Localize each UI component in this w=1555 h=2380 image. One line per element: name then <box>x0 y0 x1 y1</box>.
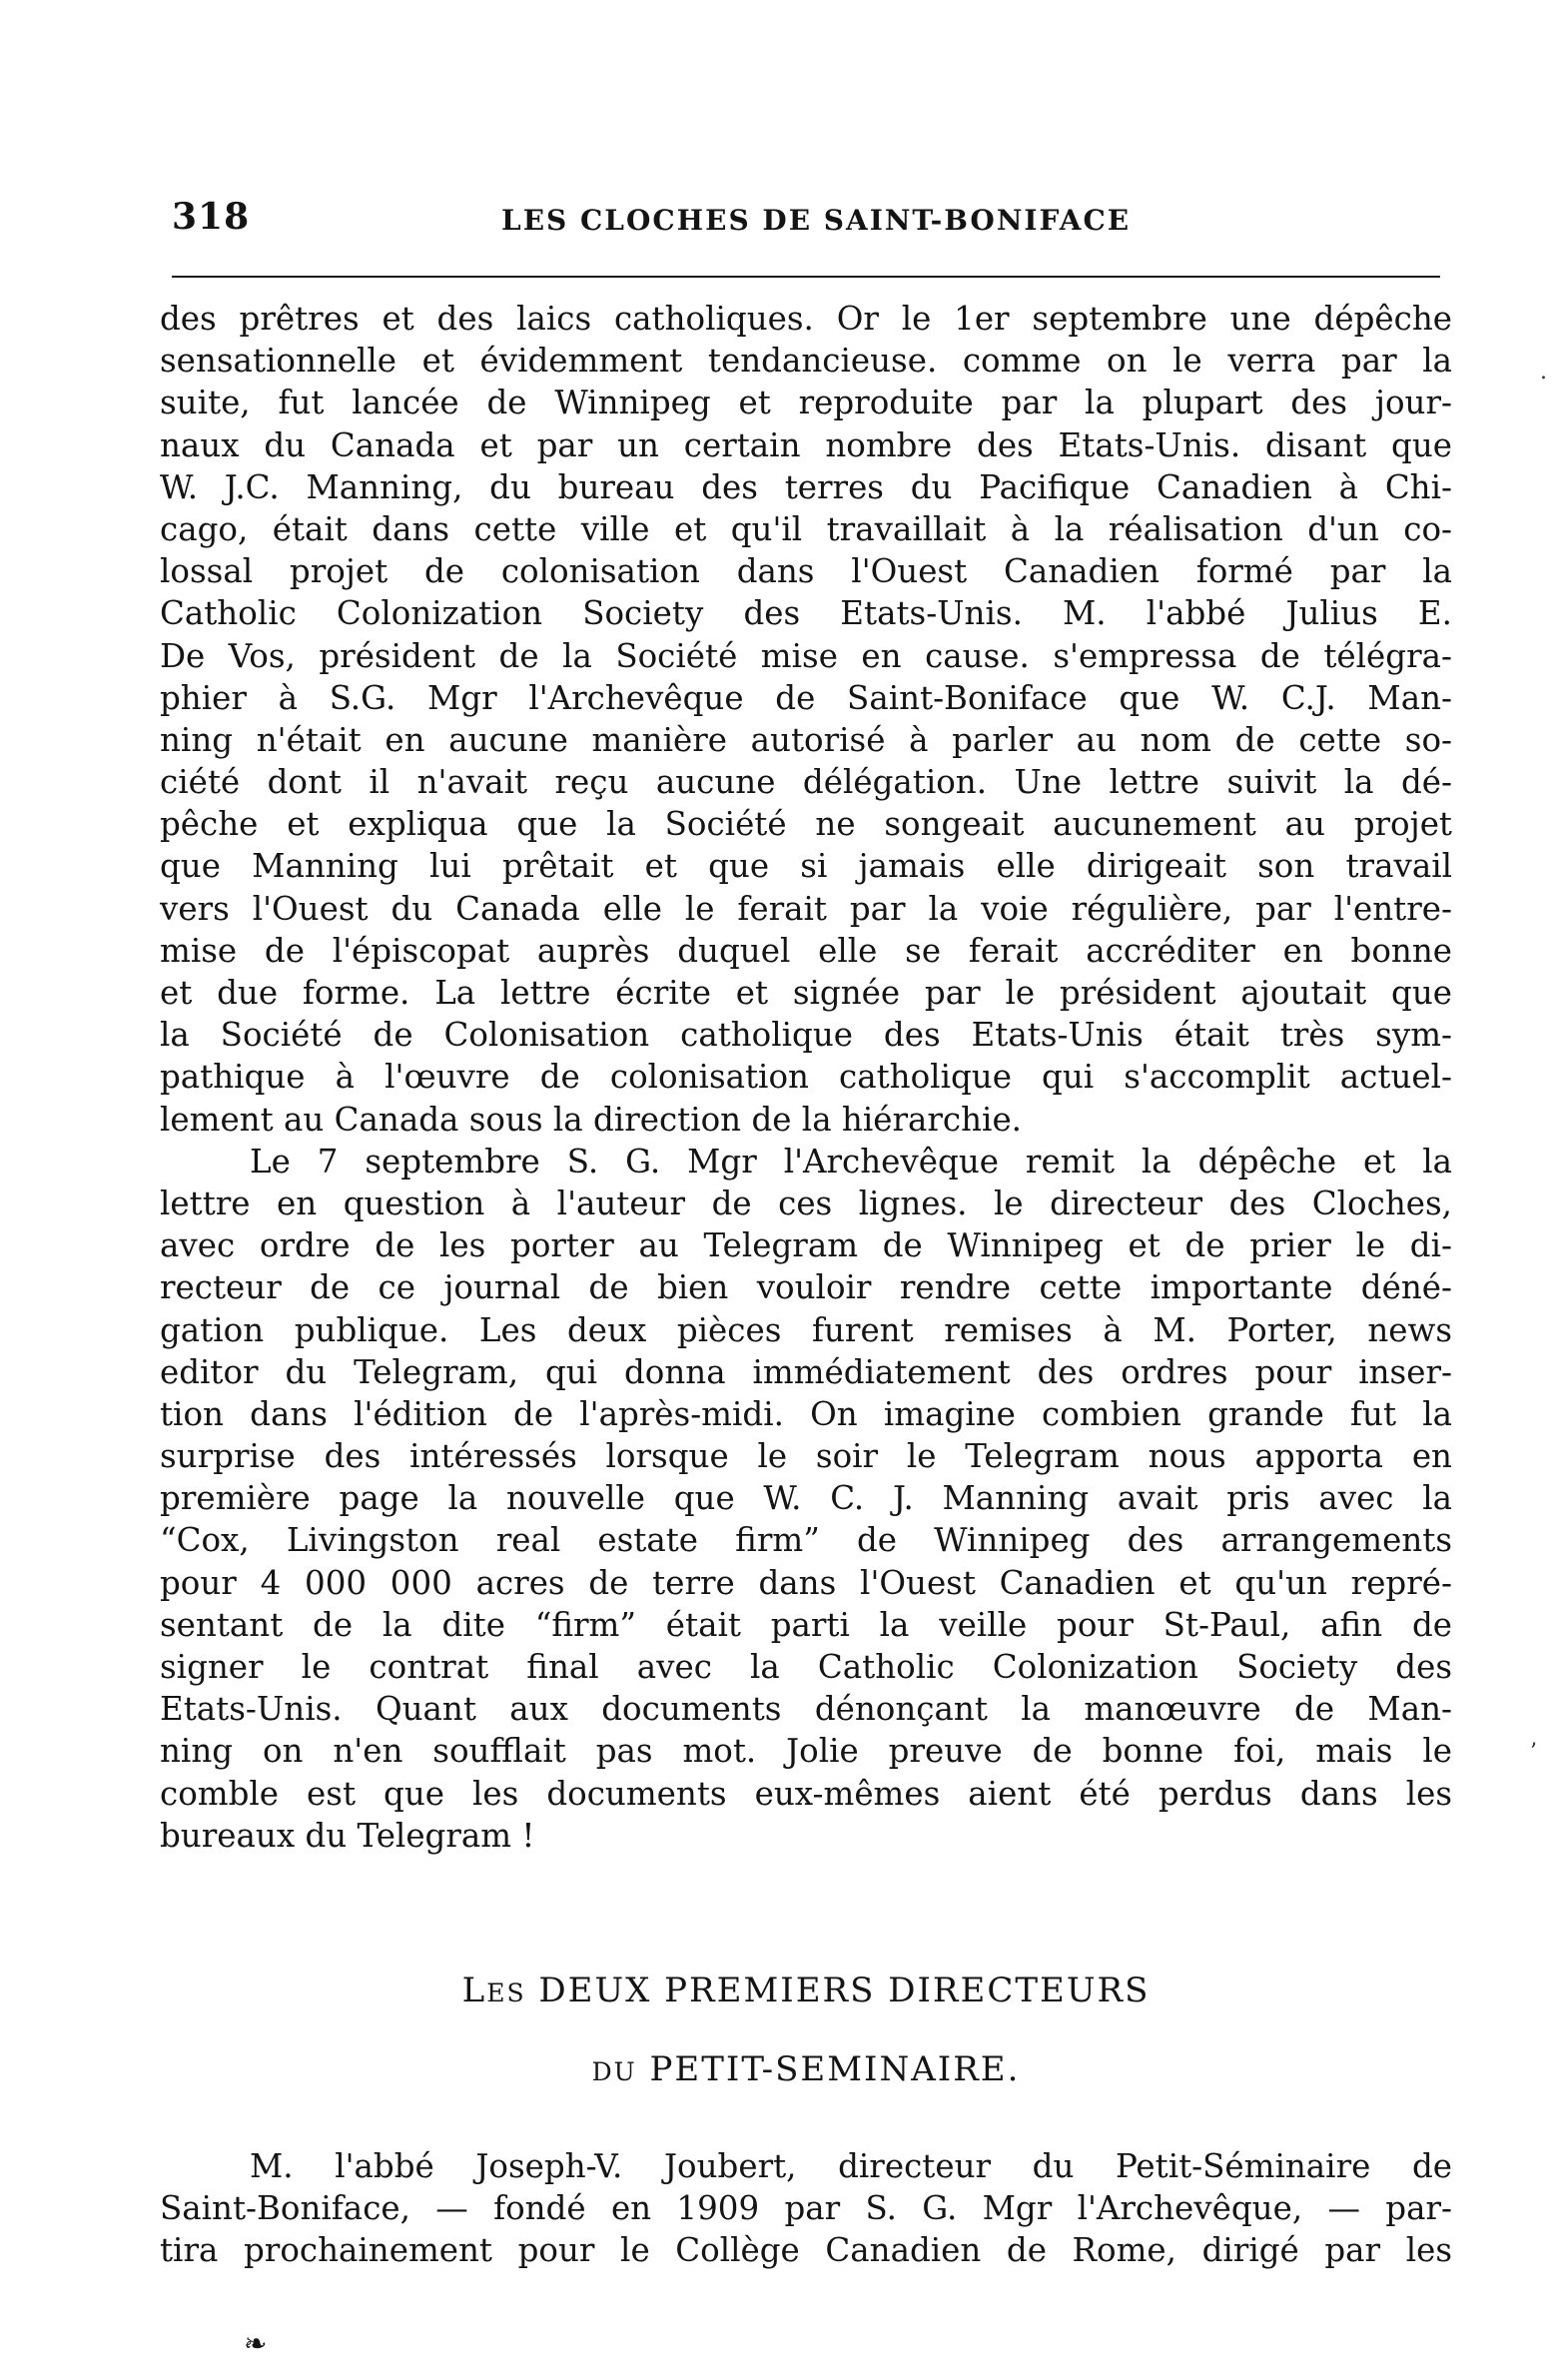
paragraph-3 <box>160 2145 1452 2272</box>
text-line: suite, fut lancée de Winnipeg et reproduite par la plupart des jour- <box>160 384 1452 422</box>
text-line: editor du Telegram, qui donna immédiatement des ordres pour inser- <box>160 1352 1452 1391</box>
text-line: pêche et expliqua que la Société ne songeait aucunement au projet <box>160 805 1452 844</box>
heading-text: DEUX PREMIERS DIRECTEURS <box>525 1971 1151 2010</box>
header-rule <box>172 276 1440 278</box>
text-line: lettre en question à l'auteur de ces lignes. le directeur des Cloches, <box>160 1184 1452 1222</box>
text-line: surprise des intéressés lorsque le soir le Telegram nous apporta en <box>160 1437 1452 1476</box>
text-line: la Société de Colonisation catholique des Etats-Unis était très sym- <box>160 1016 1452 1055</box>
heading-small-caps: DU <box>591 2057 637 2086</box>
text-line: naux du Canada et par un certain nombre des Etats-Unis. disant que <box>160 425 1452 464</box>
margin-mark: . <box>1540 360 1547 385</box>
text-line: ning n'était en aucune manière autorisé à parler au nom de cette so- <box>160 720 1452 759</box>
text-line: “Cox, Livingston real estate firm” de Winnipeg des arrangements <box>160 1521 1452 1560</box>
text-line: Saint-Boniface, — fondé en 1909 par S. G. Mgr l'Archevêque, — par- <box>160 2189 1452 2228</box>
text-line: ciété dont il n'avait reçu aucune délégation. Une lettre suivit la dé- <box>160 763 1452 802</box>
text-line: mise de l'épiscopat auprès duquel elle se ferait accréditer en bonne <box>160 931 1452 970</box>
page-number: 318 <box>172 196 251 238</box>
text-line: De Vos, président de la Société mise en cause. s'empressa de télégra- <box>160 636 1452 675</box>
text-line: phier à S.G. Mgr l'Archevêque de Saint-Boniface que W. C.J. Man- <box>160 678 1452 717</box>
text-line: première page la nouvelle que W. C. J. Manning avait pris avec la <box>160 1479 1452 1518</box>
text-line: des prêtres et des laics catholiques. Or le 1er septembre une dépêche <box>160 300 1452 338</box>
section-heading <box>160 1971 1452 2010</box>
text-line: lement au Canada sous la direction de la hiérarchie. <box>160 1100 1023 1139</box>
text-line: avec ordre de les porter au Telegram de Winnipeg et de prier le di- <box>160 1226 1452 1265</box>
text-line: que Manning lui prêtait et que si jamais elle dirigeait son travail <box>160 847 1452 886</box>
text-line: Catholic Colonization Society des Etats-Unis. M. l'abbé Julius E. <box>160 594 1452 633</box>
heading-text: PETIT-SEMINAIRE. <box>636 2049 1021 2089</box>
text-line: M. l'abbé Joseph-V. Joubert, directeur du Petit-Séminaire de <box>250 2147 1452 2185</box>
text-line: cago, était dans cette ville et qu'il travaillait à la réalisation d'un co- <box>160 509 1452 548</box>
paragraph-1 <box>160 298 1452 1141</box>
body-text <box>160 298 1452 1857</box>
text-line: gation publique. Les deux pièces furent remises à M. Porter, news <box>160 1310 1452 1349</box>
text-line: Le 7 septembre S. G. Mgr l'Archevêque remit la dépêche et la <box>250 1142 1452 1181</box>
text-line: Etats-Unis. Quant aux documents dénonçant la manœuvre de Man- <box>160 1690 1452 1729</box>
text-line: comble est que les documents eux-mêmes aient été perdus dans les <box>160 1774 1452 1813</box>
text-line: recteur de ce journal de bien vouloir rendre cette importante déné- <box>160 1268 1452 1307</box>
text-line: tion dans l'édition de l'après-midi. On imagine combien grande fut la <box>160 1394 1452 1433</box>
text-line: et due forme. La lettre écrite et signée par le président ajoutait que <box>160 974 1452 1012</box>
text-line: sentant de la dite “firm” était parti la veille pour St-Paul, afin de <box>160 1605 1452 1644</box>
margin-mark: ’ <box>1530 1740 1537 1765</box>
section-subheading <box>160 2049 1452 2089</box>
running-title: LES CLOCHES DE SAINT-BONIFACE <box>501 204 1132 237</box>
heading-small-caps: ES <box>486 1979 526 2007</box>
text-line: pathique à l'œuvre de colonisation catholique qui s'accomplit actuel- <box>160 1058 1452 1097</box>
text-line: bureaux du Telegram ! <box>160 1816 535 1855</box>
text-line: W. J.C. Manning, du bureau des terres du Pacifique Canadien à Chi- <box>160 467 1452 506</box>
text-line: vers l'Ouest du Canada elle le ferait par la voie régulière, par l'entre- <box>160 889 1452 928</box>
text-line: tira prochainement pour le Collège Canadien de Rome, dirigé par les <box>160 2231 1452 2270</box>
text-line: signer le contrat final avec la Catholic Colonization Society des <box>160 1648 1452 1686</box>
heading-initial: L <box>461 1971 487 2010</box>
text-line: ning on n'en soufflait pas mot. Jolie preuve de bonne foi, mais le <box>160 1732 1452 1771</box>
paragraph-2 <box>160 1141 1452 1857</box>
ornament-icon: ❧ <box>244 2327 268 2360</box>
text-line: sensationnelle et évidemment tendancieuse. comme on le verra par la <box>160 342 1452 381</box>
text-line: pour 4 000 000 acres de terre dans l'Ouest Canadien et qu'un repré- <box>160 1563 1452 1602</box>
text-line: lossal projet de colonisation dans l'Ouest Canadien formé par la <box>160 552 1452 591</box>
running-head <box>172 196 1440 256</box>
